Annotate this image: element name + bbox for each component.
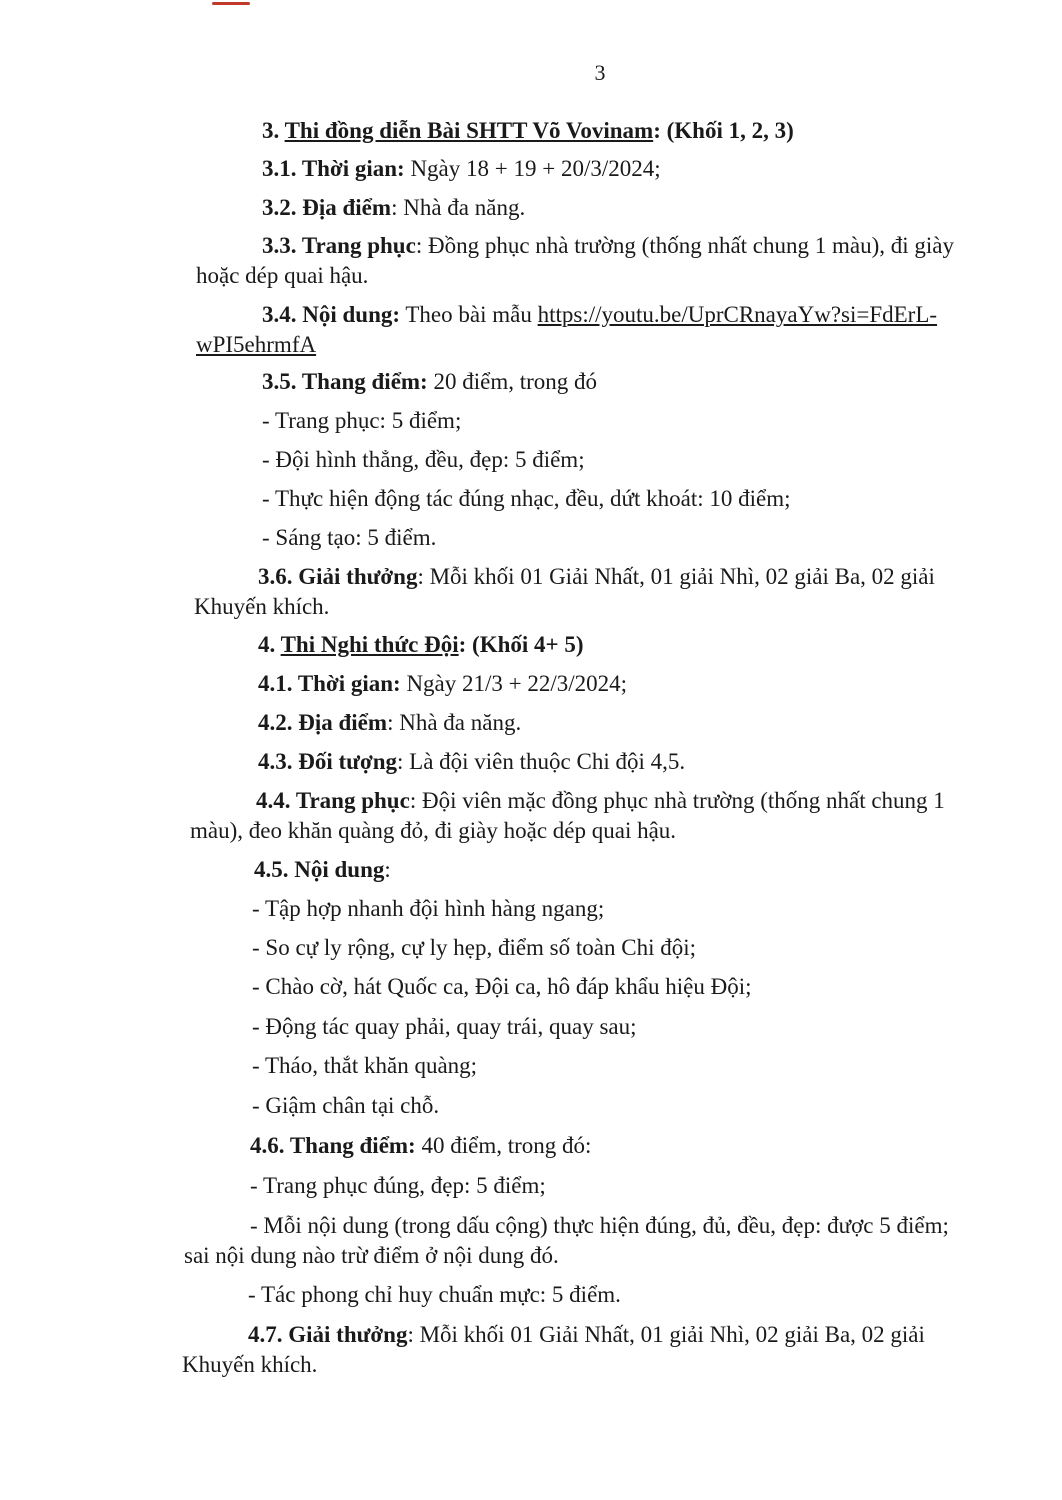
section3-place <box>262 193 525 223</box>
section3-time-label: 3.1. Thời gian: <box>262 156 405 181</box>
section4-score-item-line1: - Mỗi nội dung (trong dấu cộng) thực hiện đúng, đủ, đều, đẹp: được 5 điểm; <box>250 1213 949 1238</box>
section4-content <box>254 855 391 885</box>
section4-prize-line1 <box>248 1320 925 1350</box>
section4-score-label: 4.6. Thang điểm: <box>250 1133 416 1158</box>
section3-prize-line2: Khuyến khích. <box>194 594 330 619</box>
section4-uniform-line1 <box>256 786 945 816</box>
section3-title: Thi đồng diễn Bài SHTT Võ Vovinam <box>284 118 654 143</box>
section3-score <box>262 367 597 397</box>
section3-score-value: 20 điểm, trong đó <box>427 369 598 394</box>
section3-uniform-value: : Đồng phục nhà trường (thống nhất chung 1 màu), đi giày <box>415 233 955 258</box>
section3-score-item: - Sáng tạo: 5 điểm. <box>262 525 437 550</box>
section3-suffix: : (Khối 1, 2, 3) <box>653 118 794 143</box>
section3-prize-line1 <box>258 562 935 592</box>
section4-content-label: 4.5. Nội dung <box>254 857 385 882</box>
section4-content-item: - Giậm chân tại chỗ. <box>252 1093 440 1118</box>
section4-prize-label: 4.7. Giải thưởng <box>248 1322 408 1347</box>
section3-number: 3. <box>262 118 280 143</box>
section4-target-value: : Là đội viên thuộc Chi đội 4,5. <box>397 749 686 774</box>
section3-heading <box>262 116 794 146</box>
page-number: 3 <box>594 60 606 85</box>
section4-content-item: - Chào cờ, hát Quốc ca, Đội ca, hô đáp khẩu hiệu Đội; <box>252 974 752 999</box>
section4-place-value: : Nhà đa năng. <box>387 710 522 735</box>
section3-score-item: - Trang phục: 5 điểm; <box>262 408 462 433</box>
section4-score-item: - Trang phục đúng, đẹp: 5 điểm; <box>250 1173 546 1198</box>
section4-score-value: 40 điểm, trong đó: <box>415 1133 592 1158</box>
section4-heading <box>258 630 584 660</box>
section4-target <box>258 747 685 777</box>
red-pen-mark <box>212 2 250 5</box>
section3-time <box>262 154 661 184</box>
section4-number: 4. <box>258 632 276 657</box>
section3-content-line1 <box>262 300 937 330</box>
section3-score-item: - Thực hiện động tác đúng nhạc, đều, dứt khoát: 10 điểm; <box>262 486 791 511</box>
section3-time-value: Ngày 18 + 19 + 20/3/2024; <box>404 156 661 181</box>
section4-time-label: 4.1. Thời gian: <box>258 671 401 696</box>
section4-content-value: : <box>384 857 391 882</box>
section4-uniform-value: : Đội viên mặc đồng phục nhà trường (thống nhất chung 1 <box>409 788 945 813</box>
section4-suffix: : (Khối 4+ 5) <box>458 632 584 657</box>
section3-uniform-line1 <box>262 231 954 261</box>
section4-score <box>250 1131 591 1161</box>
section4-prize-line2: Khuyến khích. <box>182 1352 318 1377</box>
section4-time <box>258 669 627 699</box>
section4-place <box>258 708 521 738</box>
section4-content-item: - Tháo, thắt khăn quàng; <box>252 1053 478 1078</box>
section3-prize-label: 3.6. Giải thưởng <box>258 564 418 589</box>
section3-prize-value: : Mỗi khối 01 Giải Nhất, 01 giải Nhì, 02 giải Ba, 02 giải <box>417 564 935 589</box>
section4-prize-value: : Mỗi khối 01 Giải Nhất, 01 giải Nhì, 02 giải Ba, 02 giải <box>407 1322 925 1347</box>
section3-place-label: 3.2. Địa điểm <box>262 195 392 220</box>
section4-content-item: - Động tác quay phải, quay trái, quay sau; <box>252 1014 637 1039</box>
video-link[interactable]: https://youtu.be/UprCRnayaYw?si=FdErL- <box>537 302 938 327</box>
section3-content-label: 3.4. Nội dung: <box>262 302 401 327</box>
section4-score-item-line2: sai nội dung nào trừ điểm ở nội dung đó. <box>184 1243 559 1268</box>
section4-title: Thi Nghi thức Đội <box>280 632 459 657</box>
section4-uniform-label: 4.4. Trang phục <box>256 788 410 813</box>
section3-place-value: : Nhà đa năng. <box>391 195 526 220</box>
section4-target-label: 4.3. Đối tượng <box>258 749 397 774</box>
section3-uniform-label: 3.3. Trang phục <box>262 233 416 258</box>
section4-content-item: - So cự ly rộng, cự ly hẹp, điểm số toàn Chi đội; <box>252 935 696 960</box>
section4-score-item: - Tác phong chỉ huy chuẩn mực: 5 điểm. <box>248 1282 621 1307</box>
section3-content-value: Theo bài mẫu <box>400 302 538 327</box>
section4-content-item: - Tập hợp nhanh đội hình hàng ngang; <box>252 896 605 921</box>
section3-content-line2 <box>196 330 316 360</box>
section3-score-item: - Đội hình thẳng, đều, đẹp: 5 điểm; <box>262 447 585 472</box>
section3-uniform-line2: hoặc dép quai hậu. <box>196 263 369 288</box>
section4-uniform-line2: màu), đeo khăn quàng đỏ, đi giày hoặc dép quai hậu. <box>190 818 677 843</box>
section4-time-value: Ngày 21/3 + 22/3/2024; <box>400 671 628 696</box>
section3-score-label: 3.5. Thang điểm: <box>262 369 428 394</box>
section4-place-label: 4.2. Địa điểm <box>258 710 388 735</box>
video-link-continued[interactable]: wPI5ehrmfA <box>196 332 317 357</box>
